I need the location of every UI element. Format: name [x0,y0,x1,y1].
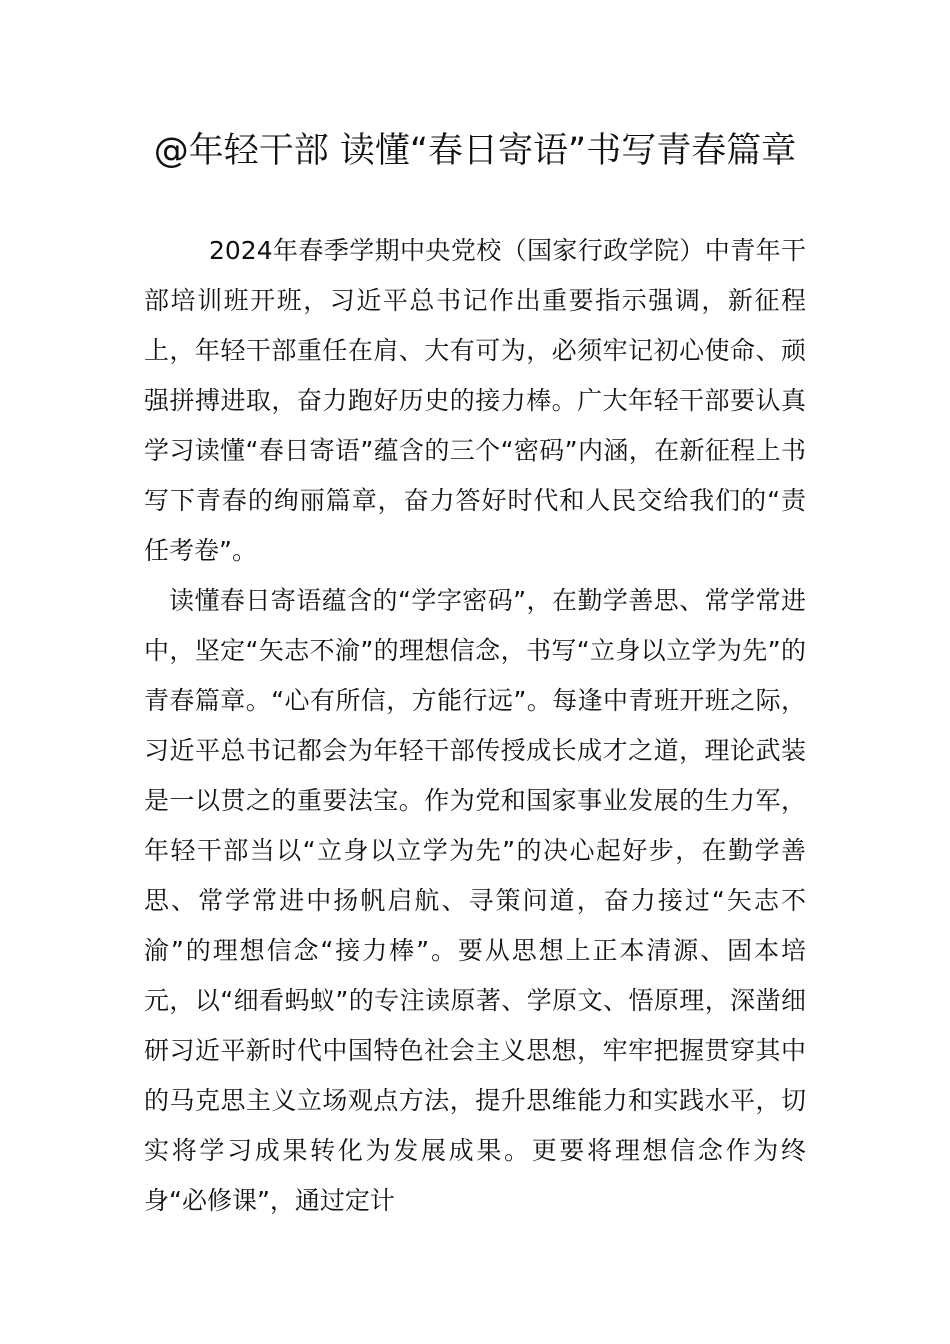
paragraph-study-code: 读懂春日寄语蕴含的“学字密码”，在勤学善思、常学常进中，坚定“矢志不渝”的理想信念，书写“立身以立学为先”的青春篇章。“心有所信，方能行远”。每逢中青班开班之际，习近平总书记都会为年轻干部传授成长成才之道，理论武装是一以贯之的重要法宝。作为党和国家事业发展的生力军，年轻干部当以“立身以立学为先”的决心起好步，在勤学善思、常学常进中扬帆启航、寻策问道，奋力接过“矢志不渝”的理想信念“接力棒”。要从思想上正本清源、固本培元，以“细看蚂蚁”的专注读原著、学原文、悟原理，深凿细研习近平新时代中国特色社会主义思想，牢牢把握贯穿其中的马克思主义立场观点方法，提升思维能力和实践水平，切实将学习成果转化为发展成果。更要将理想信念作为终身“必修课”，通过定计 [144,586,806,1215]
paragraph-intro: 2024年春季学期中央党校（国家行政学院）中青年干部培训班开班，习近平总书记作出重要指示强调，新征程上，年轻干部重任在肩、大有可为，必须牢记初心使命、顽强拼搏进取，奋力跑好历史的接力棒。广大年轻干部要认真学习读懂“春日寄语”蕴含的三个“密码”内涵，在新征程上书写下青春的绚丽篇章，奋力答好时代和人民交给我们的“责任考卷”。 [144,236,806,565]
document-body [144,226,806,1226]
document-title: @年轻干部 读懂“春日寄语”书写青春篇章 [153,131,797,171]
